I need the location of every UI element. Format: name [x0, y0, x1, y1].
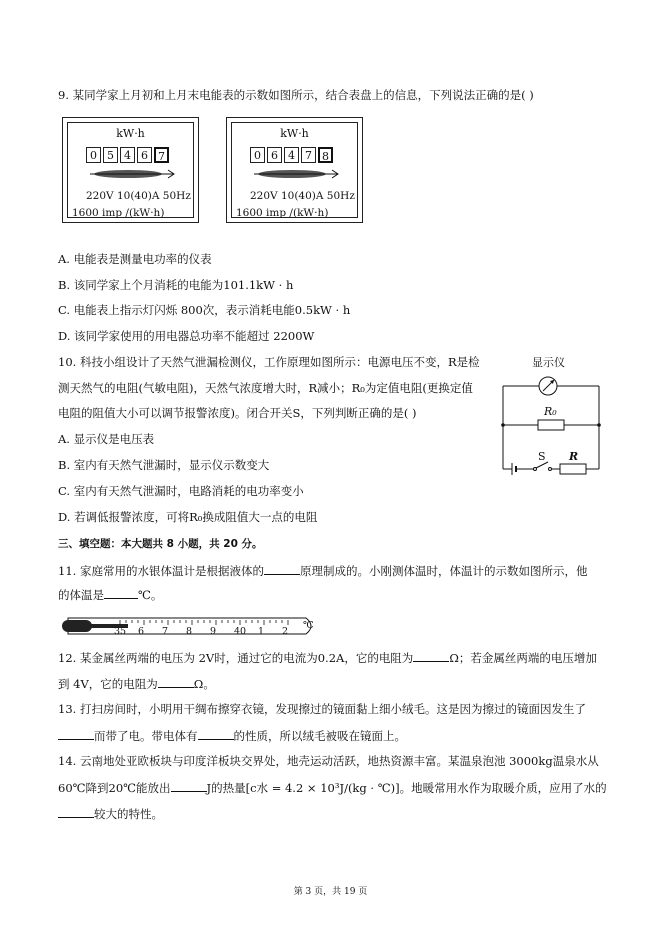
r-label: R: [569, 450, 579, 463]
q9-stem: 9. 某同学家上月初和上月末电能表的示数如图所示，结合表盘上的信息，下列说法正确的是( ): [58, 88, 534, 102]
r0-label: R₀: [544, 405, 557, 418]
q10-option-b: B. 室内有天然气泄漏时，显示仪示数变大: [58, 458, 270, 472]
thermometer-unit: ℃: [303, 620, 314, 631]
q13-blank-2[interactable]: [198, 728, 234, 740]
q13-line1: 13. 打扫房间时，小明用干绸布擦穿衣镜，发现擦过的镜面黏上细小绒毛。这是因为擦过的镜面因发生了: [58, 702, 586, 716]
scale-label: 6: [138, 626, 145, 637]
q14-blank-2[interactable]: [58, 806, 94, 818]
q12-line2: [58, 676, 215, 692]
q12-blank-2[interactable]: [158, 676, 194, 688]
meter-digit: 4: [120, 147, 135, 163]
meter-digit: 4: [284, 147, 299, 163]
meter-imp: 1600 imp /(kW·h): [236, 207, 329, 219]
q14-line1: 14. 云南地处亚欧板块与印度洋板块交界处，地壳运动活跃，地热资源丰富。某温泉泡池 3000kg温泉水从: [58, 754, 599, 768]
q14-line2: [58, 780, 607, 796]
meter-imp: 1600 imp /(kW·h): [72, 207, 165, 219]
scale-label: 40: [234, 626, 247, 637]
meter-digit: 6: [267, 147, 282, 163]
q10-option-d: D. 若调低报警浓度，可将R₀换成阻值大一点的电阻: [58, 510, 318, 524]
meter-digit: 0: [86, 147, 101, 163]
q11-blank-2[interactable]: [104, 587, 138, 599]
meter-unit: kW·h: [280, 127, 309, 140]
q12-line1: [58, 650, 597, 666]
meter-start: [62, 117, 199, 223]
q10-stem-line: 测天然气的电阻(气敏电阻)，天然气浓度增大时，R减小；R₀为定值电阻(更换定值: [58, 381, 473, 395]
q10-stem-line: 电阻的阻值大小可以调节报警浓度)。闭合开关S，下列判断正确的是( ): [58, 406, 417, 420]
meter-spec: 220V 10(40)A 50Hz: [86, 190, 191, 202]
scale-label: 7: [162, 626, 169, 637]
q12-text: 12. 某金属丝两端的电压为 2V时，通过它的电流为0.2A，它的电阻为: [58, 651, 414, 665]
q12-text: Ω；若金属丝两端的电压增加: [449, 651, 597, 665]
meter-dial-arrow-icon: [252, 167, 342, 181]
scale-label: 9: [210, 626, 217, 637]
meter-digits: [86, 147, 171, 163]
q11-text: ℃。: [138, 588, 163, 602]
q14-blank-1[interactable]: [171, 780, 207, 792]
meter-spec: 220V 10(40)A 50Hz: [250, 190, 355, 202]
q10-stem-line: 10. 科技小组设计了天然气泄漏检测仪，工作原理如图所示：电源电压不变，R是检: [58, 355, 480, 369]
q11-line1: [58, 563, 587, 579]
meter-digit: 7: [301, 147, 316, 163]
scale-label: 35: [114, 626, 127, 637]
meter-end: [226, 117, 363, 223]
scale-label: 1: [258, 626, 265, 637]
q14-text: J的热量[c水 = 4.2 × 10³J/(kg · ℃)]。地暖常用水作为取暖介质，应用了水的: [206, 781, 607, 795]
q12-text: 到 4V，它的电阻为: [58, 677, 158, 691]
display-meter-label: 显示仪: [532, 356, 565, 369]
meter-digit-decimal: 7: [154, 147, 169, 163]
q14-line3: [58, 806, 163, 822]
q11-blank-1[interactable]: [264, 563, 300, 575]
switch-label: S: [538, 450, 546, 463]
q12-text: Ω。: [193, 677, 215, 691]
scale-label: 2: [282, 626, 289, 637]
q11-text: 原理制成的。小刚测体温时，体温计的示数如图所示，他: [299, 564, 588, 578]
meter-unit: kW·h: [116, 127, 145, 140]
q13-blank-1[interactable]: [58, 728, 94, 740]
q11-text: 11. 家庭常用的水银体温计是根据液体的: [58, 564, 264, 578]
q14-text: 较大的特性。: [94, 807, 163, 821]
q11-text: 的体温是: [58, 588, 104, 602]
page-footer: 第 3 页，共 19 页: [293, 887, 368, 897]
q13-text: 的性质，所以绒毛被吸在镜面上。: [233, 729, 406, 743]
meter-digit: 5: [103, 147, 118, 163]
section-heading: 三、填空题：本大题共 8 小题，共 20 分。: [58, 538, 263, 550]
q13-text: 而带了电。带电体有: [94, 729, 198, 743]
q14-text: 60℃降到20℃能放出: [58, 781, 171, 795]
q13-line2: [58, 728, 406, 744]
thermometer-scale: [114, 626, 302, 637]
scale-label: 8: [186, 626, 193, 637]
meter-digit: 0: [250, 147, 265, 163]
meter-digit: 6: [137, 147, 152, 163]
q9-option-d: D. 该同学家使用的用电器总功率不能超过 2200W: [58, 329, 315, 343]
q10-option-c: C. 室内有天然气泄漏时，电路消耗的电功率变小: [58, 484, 304, 498]
q11-line2: [58, 587, 162, 603]
meter-digits: [250, 147, 335, 163]
q10-option-a: A. 显示仪是电压表: [58, 432, 155, 446]
q9-option-b: B. 该同学家上个月消耗的电能为101.1kW · h: [58, 278, 294, 292]
thermometer: [60, 612, 322, 640]
q9-option-c: C. 电能表上指示灯闪烁 800次，表示消耗电能0.5kW · h: [58, 303, 351, 317]
q9-option-a: A. 电能表是测量电功率的仪表: [58, 252, 212, 266]
meter-dial-arrow-icon: [88, 167, 178, 181]
meter-digit-decimal: 8: [318, 147, 333, 163]
q12-blank-1[interactable]: [413, 650, 449, 662]
circuit-diagram: [498, 352, 608, 476]
